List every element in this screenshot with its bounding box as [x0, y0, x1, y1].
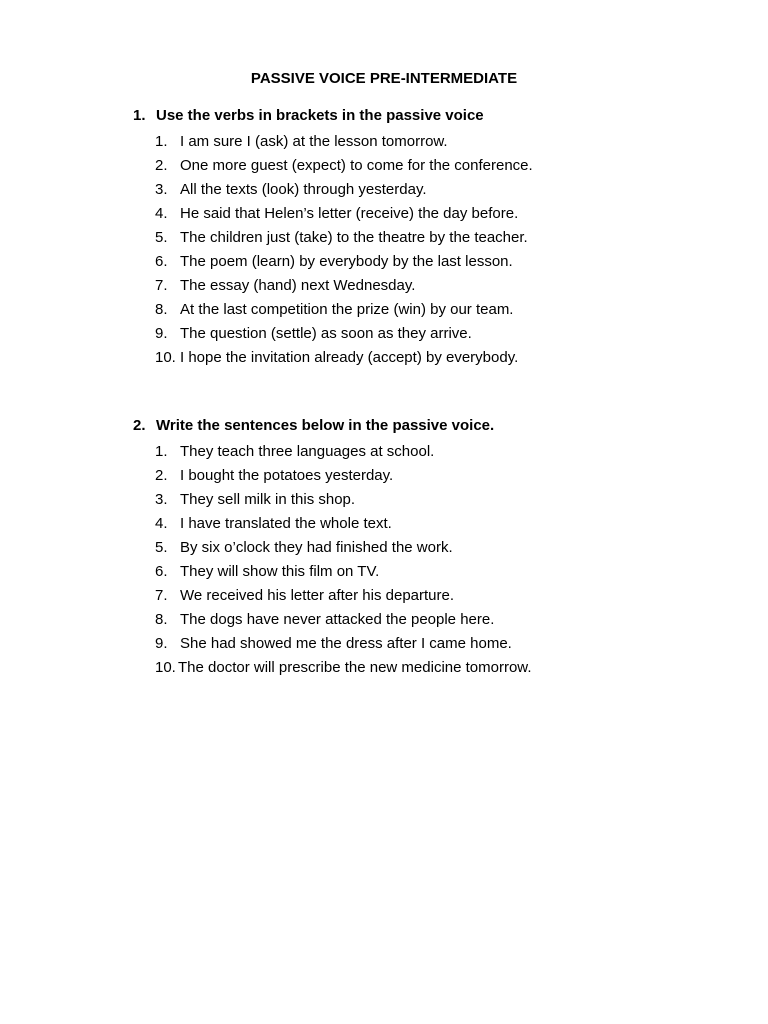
list-item [133, 560, 531, 584]
list-item [133, 536, 531, 560]
item-number: 3. [155, 181, 168, 198]
list-item [133, 274, 533, 298]
exercise-heading [133, 106, 533, 126]
item-number: 7. [155, 587, 168, 604]
item-number: 5. [155, 539, 168, 556]
list-item [133, 440, 531, 464]
item-number: 2. [155, 157, 168, 174]
item-number: 6. [155, 253, 168, 270]
item-text: At the last competition the prize (win) by our team. [180, 301, 514, 318]
list-item [133, 130, 533, 154]
item-number: 9. [155, 325, 168, 342]
item-text: By six o’clock they had finished the work. [180, 539, 453, 556]
item-text: The dogs have never attacked the people here. [180, 611, 495, 628]
item-number: 4. [155, 205, 168, 222]
item-number: 4. [155, 515, 168, 532]
item-number: 10. [155, 349, 176, 366]
list-item [133, 512, 531, 536]
item-number: 3. [155, 491, 168, 508]
list-item [133, 608, 531, 632]
item-number: 1. [155, 133, 168, 150]
list-item [133, 226, 533, 250]
list-item [133, 250, 533, 274]
item-number: 8. [155, 611, 168, 628]
list-item [133, 202, 533, 226]
item-text: He said that Helen’s letter (receive) the day before. [180, 205, 519, 222]
exercise-section-1 [133, 106, 533, 370]
item-number: 9. [155, 635, 168, 652]
item-text: All the texts (look) through yesterday. [180, 181, 427, 198]
item-number: 8. [155, 301, 168, 318]
item-text: I hope the invitation already (accept) by everybody. [180, 349, 519, 366]
item-number: 5. [155, 229, 168, 246]
item-text: I am sure I (ask) at the lesson tomorrow. [180, 133, 448, 150]
item-text: She had showed me the dress after I came home. [180, 635, 512, 652]
exercise-item-list [133, 130, 533, 370]
item-text: I have translated the whole text. [180, 515, 392, 532]
exercise-section-2 [133, 416, 531, 680]
item-text: We received his letter after his departure. [180, 587, 455, 604]
list-item [133, 154, 533, 178]
page-title: PASSIVE VOICE PRE-INTERMEDIATE [250, 70, 518, 87]
list-item [133, 178, 533, 202]
list-item [133, 488, 531, 512]
list-item [133, 298, 533, 322]
list-item [133, 632, 531, 656]
exercise-instruction: Use the verbs in brackets in the passive voice [156, 107, 484, 124]
item-number: 10. [155, 659, 176, 676]
list-item [133, 584, 531, 608]
item-number: 1. [155, 443, 168, 460]
item-text: The essay (hand) next Wednesday. [180, 277, 416, 294]
list-item [133, 322, 533, 346]
exercise-item-list [133, 440, 531, 680]
item-number: 7. [155, 277, 168, 294]
item-text: They will show this film on TV. [180, 563, 380, 580]
item-number: 6. [155, 563, 168, 580]
item-text: The doctor will prescribe the new medicine tomorrow. [178, 659, 532, 676]
exercise-number: 2. [133, 417, 146, 434]
item-text: The children just (take) to the theatre by the teacher. [180, 229, 528, 246]
item-text: The question (settle) as soon as they arrive. [180, 325, 472, 342]
exercise-heading [133, 416, 531, 436]
exercise-instruction: Write the sentences below in the passive voice. [156, 417, 495, 434]
exercise-number: 1. [133, 107, 146, 124]
list-item [133, 464, 531, 488]
list-item [133, 346, 533, 370]
item-text: They teach three languages at school. [180, 443, 435, 460]
item-text: The poem (learn) by everybody by the last lesson. [180, 253, 513, 270]
item-text: One more guest (expect) to come for the conference. [180, 157, 533, 174]
item-text: I bought the potatoes yesterday. [180, 467, 394, 484]
item-text: They sell milk in this shop. [180, 491, 356, 508]
item-number: 2. [155, 467, 168, 484]
list-item [133, 656, 531, 680]
